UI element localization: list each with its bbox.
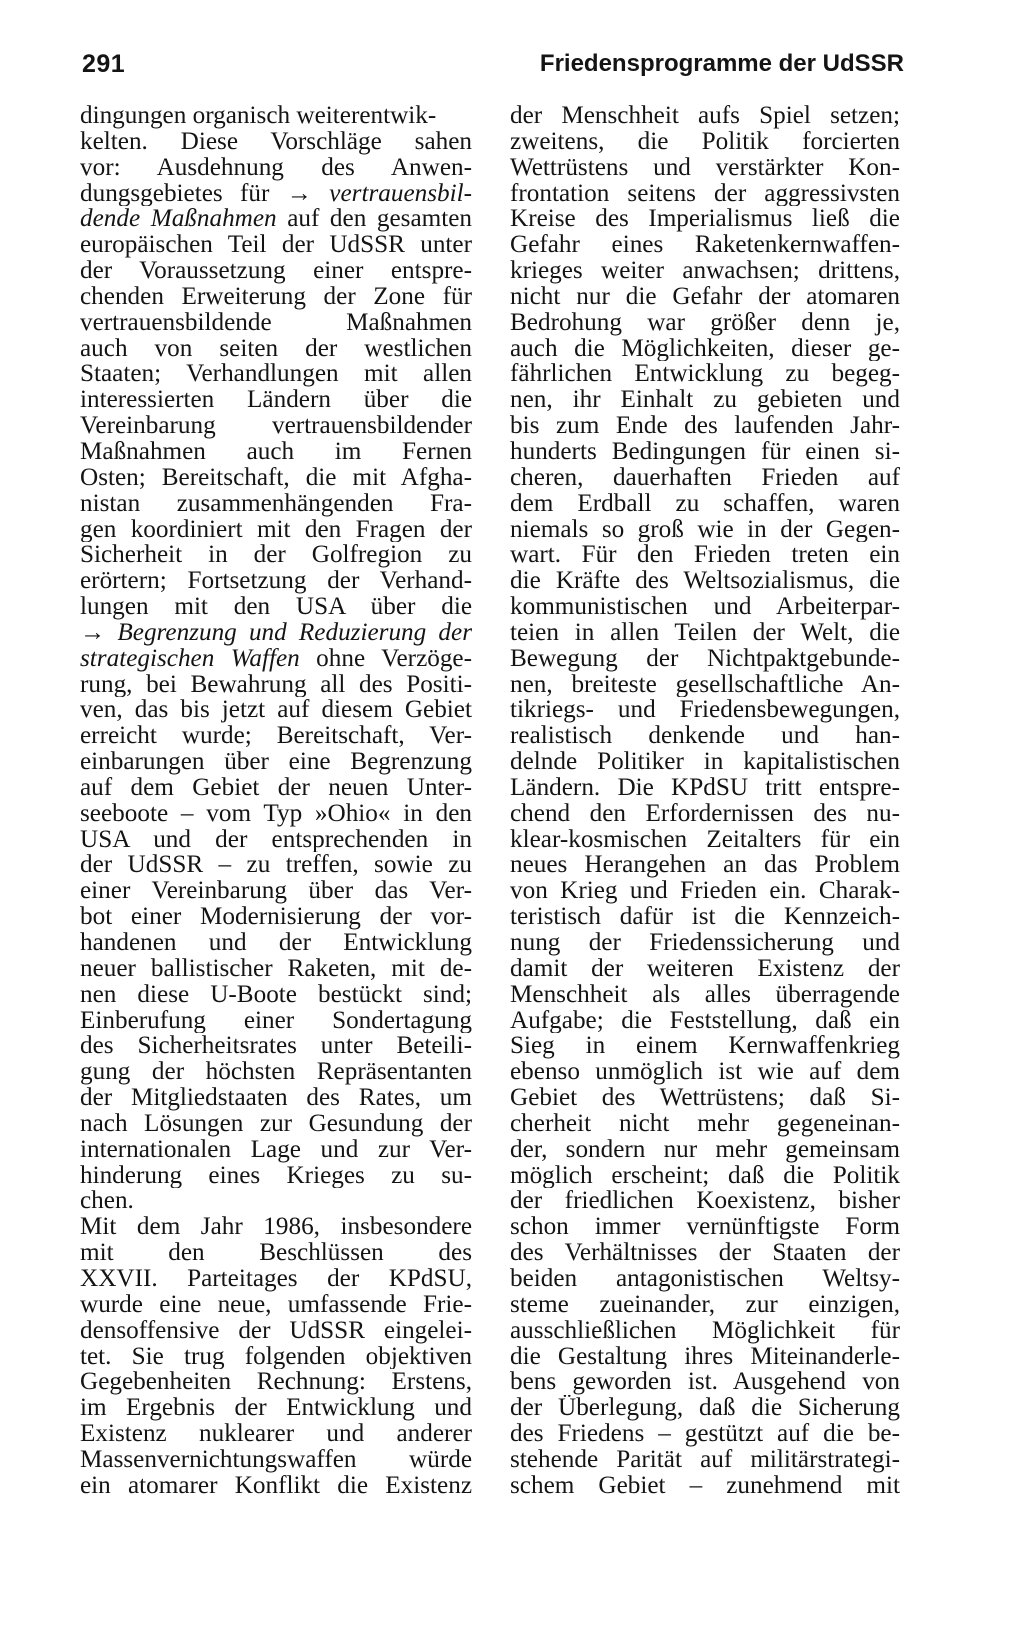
text-line: des Verhältnisses der Staaten der (510, 1240, 900, 1266)
text-line: Vereinbarung vertrauensbildender (80, 413, 472, 439)
text-line: nicht nur die Gefahr der atomaren (510, 283, 900, 310)
text-line: strategischen Waffen ohne Verzöge- (80, 645, 472, 672)
text-line: dende Maßnahmen auf den gesamten (80, 206, 472, 233)
text-line: der Überlegung, daß die Sicherung (510, 1395, 900, 1422)
text-line: beiden antagonistischen Weltsy- (510, 1265, 900, 1292)
text-line: schon immer vernünftigste Form (510, 1214, 900, 1241)
text-line: realistisch denkende und han- (510, 723, 900, 750)
text-line: zweitens, die Politik forcierten (510, 128, 900, 155)
text-line: dem Erdball zu schaffen, waren (510, 490, 900, 517)
text-line: Maßnahmen auch im Fernen (80, 438, 472, 465)
text-line: der friedlichen Koexistenz, bisher (510, 1188, 900, 1215)
text-line: stehende Parität auf militärstrategi- (510, 1446, 900, 1473)
text-line: vertrauensbildende Maßnahmen (80, 309, 472, 336)
text-line: Sieg in einem Kernwaffenkrieg (510, 1033, 900, 1060)
text-line: neuer ballistischer Raketen, mit de- (80, 955, 472, 982)
text-line: cheren, dauerhaften Frieden auf (510, 464, 900, 491)
text-line: chend den Erfordernissen des nu- (510, 800, 900, 827)
text-line: Aufgabe; die Feststellung, daß ein (510, 1007, 900, 1034)
text-line: internationalen Lage und zur Ver- (80, 1136, 472, 1163)
text-line: auch die Möglichkeiten, dieser ge- (510, 335, 900, 362)
text-line: der, sondern nur mehr gemeinsam (510, 1136, 900, 1163)
text-line: Staaten; Verhandlungen mit allen (80, 361, 472, 388)
text-line: chen. (80, 1188, 134, 1215)
text-line: densoffensive der UdSSR eingelei- (80, 1317, 472, 1344)
text-line: der UdSSR – zu treffen, sowie zu (80, 852, 472, 879)
text-line: nung der Friedenssicherung und (510, 930, 900, 956)
text-line: handenen und der Entwicklung (80, 930, 472, 956)
text-line: tet. Sie trug folgenden objektiven (80, 1343, 472, 1370)
text-line: erörtern; Fortsetzung der Verhand- (80, 568, 472, 595)
text-line: bens geworden ist. Ausgehend von (510, 1369, 900, 1396)
text-line: gung der höchsten Repräsentanten (80, 1059, 472, 1086)
text-line: tikriegs- und Friedensbewegungen, (510, 697, 900, 724)
text-line: nen diese U-Boote bestückt sind; (80, 981, 472, 1008)
text-line: Gegebenheiten Rechnung: Erstens, (80, 1369, 472, 1396)
text-line: nen, breiteste gesellschaftliche An- (510, 671, 900, 698)
text-line: nistan zusammenhängenden Fra- (80, 490, 472, 517)
text-line: Ländern. Die KPdSU tritt entspre- (510, 774, 900, 801)
text-line: ein atomarer Konflikt die Existenz (80, 1472, 472, 1499)
text-line: Osten; Bereitschaft, die mit Afgha- (80, 464, 472, 491)
right-column (510, 103, 900, 1499)
text-line: klear-kosmischen Zeitalters für ein (510, 826, 900, 853)
text-line: seeboote – vom Typ »Ohio« in den (80, 800, 472, 827)
text-line: Massenvernichtungswaffen würde (80, 1446, 472, 1473)
text-line: ebenso unmöglich ist wie auf dem (510, 1059, 900, 1086)
text-line: Gebiet des Wettrüstens; daß Si- (510, 1085, 900, 1111)
text-line: frontation seitens der aggressivsten (510, 180, 900, 207)
text-line: lungen mit den USA über die (80, 594, 472, 620)
text-line: Mit dem Jahr 1986, insbesondere (80, 1214, 472, 1241)
text-line: Bedrohung war größer denn je, (510, 309, 900, 336)
text-line: einer Vereinbarung über das Ver- (80, 878, 472, 905)
text-line: damit der weiteren Existenz der (510, 955, 900, 982)
text-line: ausschließlichen Möglichkeit für (510, 1317, 900, 1344)
text-line: die Gestaltung ihres Miteinanderle- (510, 1343, 900, 1370)
text-line: Gefahr eines Raketenkernwaffen- (510, 232, 900, 259)
text-line: nach Lösungen zur Gesundung der (80, 1110, 472, 1137)
page-header (82, 50, 904, 86)
text-line: Menschheit als alles überragende (510, 981, 900, 1008)
text-line: schem Gebiet – zunehmend mit (510, 1472, 900, 1499)
text-line: XXVII. Parteitages der KPdSU, (80, 1265, 472, 1292)
text-line: des Friedens – gestützt auf die be- (510, 1421, 900, 1447)
text-line: cherheit nicht mehr gegeneinan- (510, 1110, 900, 1137)
text-line: erreicht wurde; Bereitschaft, Ver- (80, 723, 472, 750)
text-line: interessierten Ländern über die (80, 387, 472, 414)
text-line: hunderts Bedingungen für einen si- (510, 438, 900, 465)
text-line: wart. Für den Frieden treten ein (510, 542, 900, 569)
text-line: delnde Politiker in kapitalistischen (510, 749, 900, 775)
text-line: steme zueinander, zur einzigen, (510, 1291, 900, 1318)
running-head: Friedensprogramme der UdSSR (539, 50, 904, 77)
text-line: teristisch dafür ist die Kennzeich- (510, 904, 900, 930)
text-line: bot einer Modernisierung der vor- (80, 904, 472, 930)
text-line: Einberufung einer Sondertagung (80, 1007, 472, 1034)
text-line: krieges weiter anwachsen; drittens, (510, 258, 900, 284)
page-number: 291 (82, 50, 126, 78)
text-line: Wettrüstens und verstärkter Kon- (510, 154, 900, 181)
text-line: bis zum Ende des laufenden Jahr- (510, 413, 900, 439)
text-line: Sicherheit in der Golfregion zu (80, 542, 472, 569)
text-line: kommunistischen und Arbeiterpar- (510, 594, 900, 620)
text-line: fährlichen Entwicklung zu begeg- (510, 361, 900, 388)
text-line: wurde eine neue, umfassende Frie- (80, 1291, 472, 1318)
text-line: der Menschheit aufs Spiel setzen; (510, 103, 900, 129)
text-line: auch von seiten der westlichen (80, 335, 472, 362)
text-line: von Krieg und Frieden ein. Charak- (510, 878, 900, 905)
text-line: der Voraussetzung einer entspre- (80, 258, 472, 284)
text-line: → Begrenzung und Reduzierung der (80, 619, 472, 646)
text-line: USA und der entsprechenden in (80, 826, 472, 853)
text-line: dungsgebietes für → vertrauensbil- (80, 180, 472, 207)
left-column (80, 103, 472, 1499)
text-line: die Kräfte des Weltsozialismus, die (510, 568, 900, 595)
text-line: dingungen organisch weiterentwik- (80, 103, 437, 129)
text-line: teien in allen Teilen der Welt, die (510, 619, 900, 646)
text-line: des Sicherheitsrates unter Beteili- (80, 1033, 472, 1060)
text-line: ven, das bis jetzt auf diesem Gebiet (80, 697, 472, 724)
text-line: Bewegung der Nichtpaktgebunde- (510, 645, 900, 672)
text-line: auf dem Gebiet der neuen Unter- (80, 774, 472, 801)
text-line: mit den Beschlüssen des (80, 1240, 472, 1266)
text-line: im Ergebnis der Entwicklung und (80, 1395, 472, 1422)
text-line: kelten. Diese Vorschläge sahen (80, 128, 472, 155)
text-line: möglich erscheint; daß die Politik (510, 1162, 900, 1189)
text-line: europäischen Teil der UdSSR unter (80, 232, 472, 259)
text-line: nen, ihr Einhalt zu gebieten und (510, 387, 900, 414)
text-line: neues Herangehen an das Problem (510, 852, 900, 879)
text-line: chenden Erweiterung der Zone für (80, 283, 472, 310)
text-line: vor: Ausdehnung des Anwen- (80, 154, 472, 181)
text-line: hinderung eines Krieges zu su- (80, 1162, 472, 1189)
text-line: rung, bei Bewahrung all des Positi- (80, 671, 472, 698)
text-line: der Mitgliedstaaten des Rates, um (80, 1085, 472, 1111)
text-line: einbarungen über eine Begrenzung (80, 749, 472, 775)
text-line: niemals so groß wie in der Gegen- (510, 516, 900, 543)
text-line: Kreise des Imperialismus ließ die (510, 206, 900, 233)
text-line: Existenz nuklearer und anderer (80, 1421, 472, 1447)
text-line: gen koordiniert mit den Fragen der (80, 516, 472, 543)
